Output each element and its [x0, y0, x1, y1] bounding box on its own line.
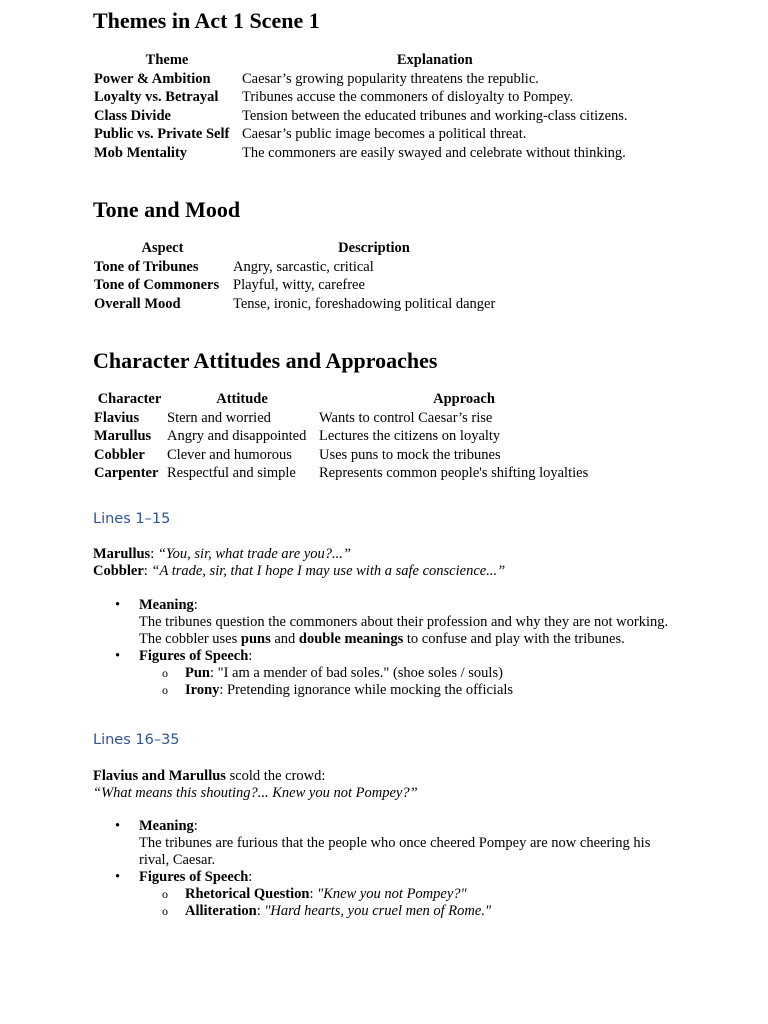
list-item: • Figures of Speech: o Rhetorical Question: "Knew you not Pompey?" o Alliteration: "Hard hearts, you cruel men of Rome." [93, 869, 673, 920]
list-item: • Figures of Speech: o Pun: "I am a mender of bad soles." (shoe soles / souls) o Irony: Pretending ignorance while mocking the officials [93, 648, 673, 699]
table-row [93, 144, 629, 163]
meaning-label: Meaning [139, 597, 194, 613]
lines-16-35-intro [93, 768, 733, 802]
characters-table [93, 390, 610, 483]
explanation-cell: Caesar’s growing popularity threatens the republic. [242, 70, 539, 87]
description-cell: Angry, sarcastic, critical [233, 258, 374, 275]
list-item: • Meaning: The tribunes question the commoners about their profession and why they are not working. The cobbler uses puns and double meanings to confuse and play with the tribunes. [93, 597, 673, 648]
tone-table [93, 239, 516, 313]
explanation-cell: The commoners are easily swayed and celebrate without thinking. [242, 144, 626, 161]
list-item: o Rhetorical Question: "Knew you not Pompey?" [139, 886, 673, 903]
list-item: o Pun: "I am a mender of bad soles." (shoe soles / souls) [139, 665, 673, 682]
quote-line: “What means this shouting?... Knew you not Pompey?” [93, 785, 418, 801]
speaker-name: Cobbler [93, 563, 144, 579]
characters-header-character: Character [97, 391, 162, 407]
speaker-name: Marullus [93, 546, 151, 562]
character-cell: Marullus [94, 428, 152, 445]
quote-text: “You, sir, what trade are you?...” [157, 546, 351, 562]
table-row [93, 295, 516, 314]
theme-cell: Loyalty vs. Betrayal [94, 89, 219, 106]
lines-1-15-quotes [93, 546, 733, 580]
explanation-cell: Tribunes accuse the commoners of disloyalty to Pompey. [242, 89, 574, 106]
quote-line: Marullus: “You, sir, what trade are you?...” [93, 546, 351, 562]
lines-1-15-heading: Lines 1–15 [93, 511, 171, 527]
list-item: o Alliteration: "Hard hearts, you cruel men of Rome." [139, 903, 673, 920]
lines-16-35-list [93, 818, 673, 920]
table-row [93, 88, 629, 107]
lines-16-35-heading: Lines 16–35 [93, 732, 180, 748]
quote-text: “A trade, sir, that I hope I may use with a safe conscience...” [151, 563, 506, 579]
theme-cell: Power & Ambition [94, 70, 211, 87]
figures-list [139, 886, 673, 920]
character-cell: Carpenter [94, 465, 159, 482]
list-item: • Meaning: The tribunes are furious that the people who once cheered Pompey are now cheering his rival, Caesar. [93, 818, 673, 869]
table-row [93, 125, 629, 144]
table-row [93, 427, 610, 446]
description-cell: Tense, ironic, foreshadowing political danger [233, 295, 496, 312]
approach-cell: Lectures the citizens on loyalty [319, 428, 501, 445]
theme-cell: Class Divide [94, 107, 171, 124]
intro-line: Flavius and Marullus scold the crowd: [93, 768, 326, 784]
meaning-label: Meaning [139, 818, 194, 834]
characters-header-approach: Approach [433, 391, 495, 407]
characters-heading: Character Attitudes and Approaches [93, 348, 438, 373]
attitude-cell: Angry and disappointed [167, 428, 307, 445]
characters-header-attitude: Attitude [216, 391, 268, 407]
explanation-cell: Caesar’s public image becomes a political threat. [242, 126, 527, 143]
tone-heading: Tone and Mood [93, 197, 241, 222]
themes-header-explanation: Explanation [396, 52, 473, 68]
character-cell: Cobbler [94, 446, 145, 463]
aspect-cell: Tone of Commoners [94, 277, 220, 294]
table-row [93, 258, 516, 277]
table-row [93, 409, 610, 428]
themes-header-theme: Theme [145, 52, 189, 68]
description-cell: Playful, witty, carefree [233, 277, 365, 294]
theme-cell: Public vs. Private Self [94, 126, 230, 143]
meaning-text-2: The cobbler uses puns and double meanings to confuse and play with the tribunes. [139, 631, 625, 647]
approach-cell: Wants to control Caesar’s rise [319, 409, 493, 426]
table-row [93, 107, 629, 126]
figures-list [139, 665, 673, 699]
meaning-text: The tribunes are furious that the people who once cheered Pompey are now cheering his rival, Caesar. [139, 835, 651, 868]
attitude-cell: Respectful and simple [167, 465, 296, 482]
figures-label: Figures of Speech [139, 648, 249, 664]
list-item: o Irony: Pretending ignorance while mocking the officials [139, 682, 673, 699]
attitude-cell: Stern and worried [167, 409, 271, 426]
attitude-cell: Clever and humorous [167, 446, 292, 463]
character-cell: Flavius [94, 409, 140, 426]
approach-cell: Represents common people's shifting loyalties [319, 465, 589, 482]
aspect-cell: Overall Mood [94, 295, 181, 312]
table-row [93, 464, 610, 483]
tone-header-aspect: Aspect [141, 240, 184, 256]
themes-heading: Themes in Act 1 Scene 1 [93, 8, 320, 33]
explanation-cell: Tension between the educated tribunes and working-class citizens. [242, 107, 628, 124]
theme-cell: Mob Mentality [94, 144, 188, 161]
lines-1-15-list [93, 597, 673, 699]
themes-table [93, 51, 629, 163]
figures-label: Figures of Speech [139, 869, 249, 885]
approach-cell: Uses puns to mock the tribunes [319, 446, 501, 463]
meaning-text: The tribunes question the commoners about their profession and why they are not working. [139, 614, 669, 630]
tone-header-description: Description [338, 240, 410, 256]
table-row [93, 446, 610, 465]
table-row [93, 70, 629, 89]
aspect-cell: Tone of Tribunes [94, 258, 199, 275]
quote-line: Cobbler: “A trade, sir, that I hope I may use with a safe conscience...” [93, 563, 506, 579]
table-row [93, 276, 516, 295]
